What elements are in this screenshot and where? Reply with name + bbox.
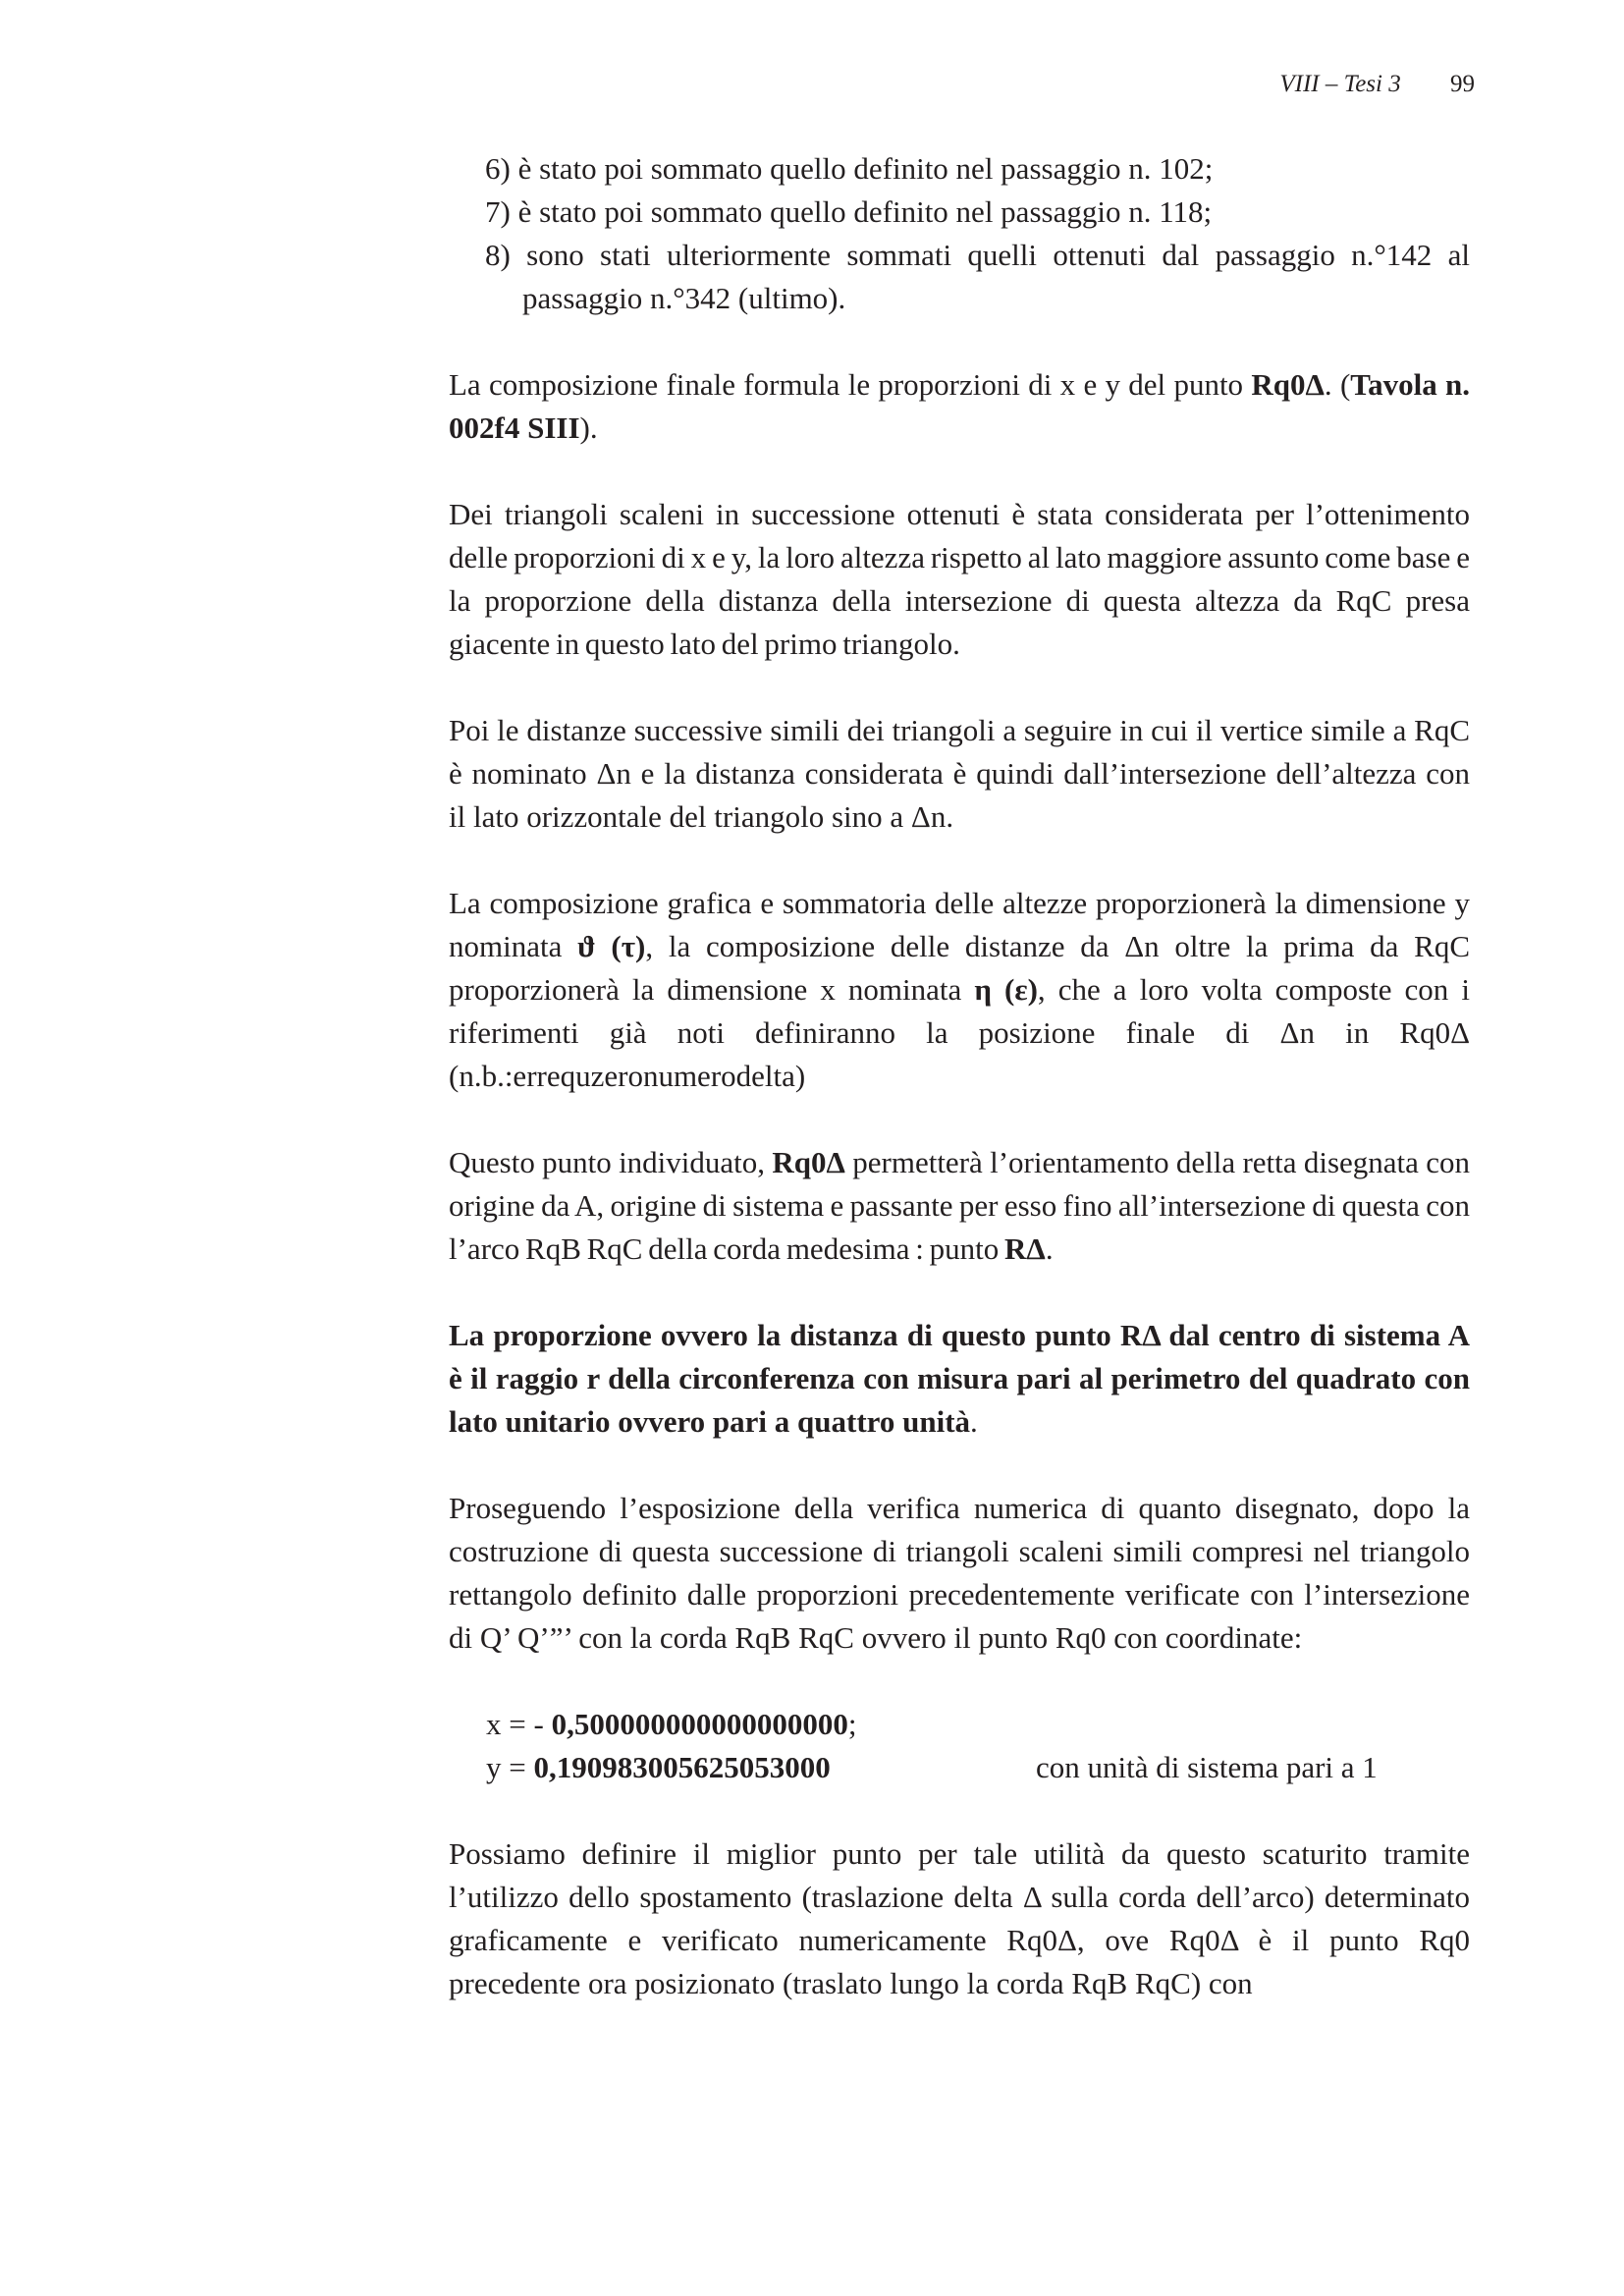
- point-label: Rq0Δ: [772, 1145, 845, 1179]
- running-title: VIII – Tesi 3: [1279, 71, 1401, 97]
- x-terminator: ;: [847, 1707, 857, 1741]
- paragraph-text: , che a loro volta composte con i riferimenti già noti definiranno la posizione finale di Δn in Rq0Δ (n.b.:errequzeronumerodelta): [449, 972, 1470, 1093]
- paragraph-text: permetterà l’orientamento della retta disegnata con origine da A, origine di sistema e passante per esso fino all’intersezione di questa con l’arco RqB RqC della corda medesima : punto: [449, 1145, 1470, 1266]
- point-label: Rq0Δ: [1251, 367, 1325, 402]
- paragraph-text: . (: [1324, 367, 1351, 402]
- paragraph-best-point: Possiamo definire il miglior punto per tale utilità da questo scaturito tramite l’utilizzo dello spostamento (traslazione delta Δ sulla corda dell’arco) determinato graficamente e verificato numericamente Rq0Δ, ove Rq0Δ è il punto Rq0 precedente ora posizionato (traslato lungo la corda RqB RqC) con: [449, 1836, 1470, 2000]
- paragraph-successive-distances: Poi le distanze successive simili dei triangoli a seguire in cui il vertice simile a RqC è nominato Δn e la distanza considerata è quindi dall’intersezione dell’altezza con il lato orizzontale del triangolo sino a Δn.: [449, 713, 1470, 834]
- paragraph-text: ).: [579, 410, 598, 445]
- x-value: 0,500000000000000000: [551, 1707, 848, 1741]
- list-item: 6) è stato poi sommato quello definito nel passaggio n. 102;: [485, 151, 1214, 186]
- point-label: RΔ: [1003, 1231, 1046, 1266]
- paragraph-scalene-triangles: Dei triangoli scaleni in successione ottenuti è stata considerata per l’ottenimento delle proporzioni di x e y, la loro altezza rispetto al lato maggiore assunto come base e la proporzione della distanza della intersezione di questa altezza da RqC presa giacente in questo lato del primo triangolo.: [449, 497, 1470, 661]
- x-label: x = -: [486, 1707, 552, 1741]
- paragraph-identified-point: [449, 1141, 1470, 1271]
- table-reference: Tavola n. 002f4 SIII: [449, 367, 1470, 445]
- coordinates-block: [449, 1703, 1470, 1789]
- page-number: 99: [1450, 71, 1475, 97]
- paragraph-text: , la composizione delle distanze da Δn oltre la prima da RqC proporzionerà la dimensione x nominata: [449, 929, 1470, 1007]
- y-coordinate: [486, 1746, 1036, 1789]
- paragraph-text: La composizione finale formula le proporzioni di x e y del punto: [449, 367, 1252, 402]
- body-text: [449, 147, 1470, 2049]
- paragraph-text: .: [970, 1404, 978, 1439]
- bold-statement: La proporzione ovvero la distanza di questo punto RΔ dal centro di sistema A è il raggio r della circonferenza con misura pari al perimetro del quadrato con lato unitario ovvero pari a quattro unità: [449, 1318, 1470, 1439]
- paragraph-radius-statement: [449, 1314, 1470, 1444]
- paragraph-graphic-composition: [449, 882, 1470, 1098]
- numbered-list: [449, 147, 1470, 320]
- paragraph-text: .: [1045, 1231, 1054, 1266]
- x-coordinate: [486, 1703, 1036, 1746]
- y-coordinate-row: [486, 1746, 1470, 1789]
- eta-symbol: η (ε): [974, 972, 1038, 1007]
- paragraph-final-composition: [449, 363, 1470, 450]
- unit-note: con unità di sistema pari a 1: [1036, 1750, 1378, 1784]
- y-value: 0,190983005625053000: [533, 1750, 831, 1784]
- paragraph-numeric-verification: Proseguendo l’esposizione della verifica numerica di quanto disegnato, dopo la costruzione di questa successione di triangoli scaleni simili compresi nel triangolo rettangolo definito dalle proporzioni precedentemente verificate con l’intersezione di Q’ Q’”’ con la corda RqB RqC ovvero il punto Rq0 con coordinate:: [449, 1491, 1470, 1655]
- list-item: 8) sono stati ulteriormente sommati quelli ottenuti dal passaggio n.°142 al passaggio n.°342 (ultimo).: [485, 238, 1470, 315]
- page-header: [1279, 71, 1475, 98]
- theta-symbol: ϑ (τ): [577, 929, 646, 963]
- paragraph-text: Questo punto individuato,: [449, 1145, 773, 1179]
- list-item: 7) è stato poi sommato quello definito nel passaggio n. 118;: [485, 194, 1213, 229]
- paragraph-text: La composizione grafica e sommatoria delle altezze proporzionerà la dimensione y nominata: [449, 886, 1470, 963]
- y-label: y =: [486, 1750, 534, 1784]
- x-coordinate-row: [486, 1703, 1470, 1746]
